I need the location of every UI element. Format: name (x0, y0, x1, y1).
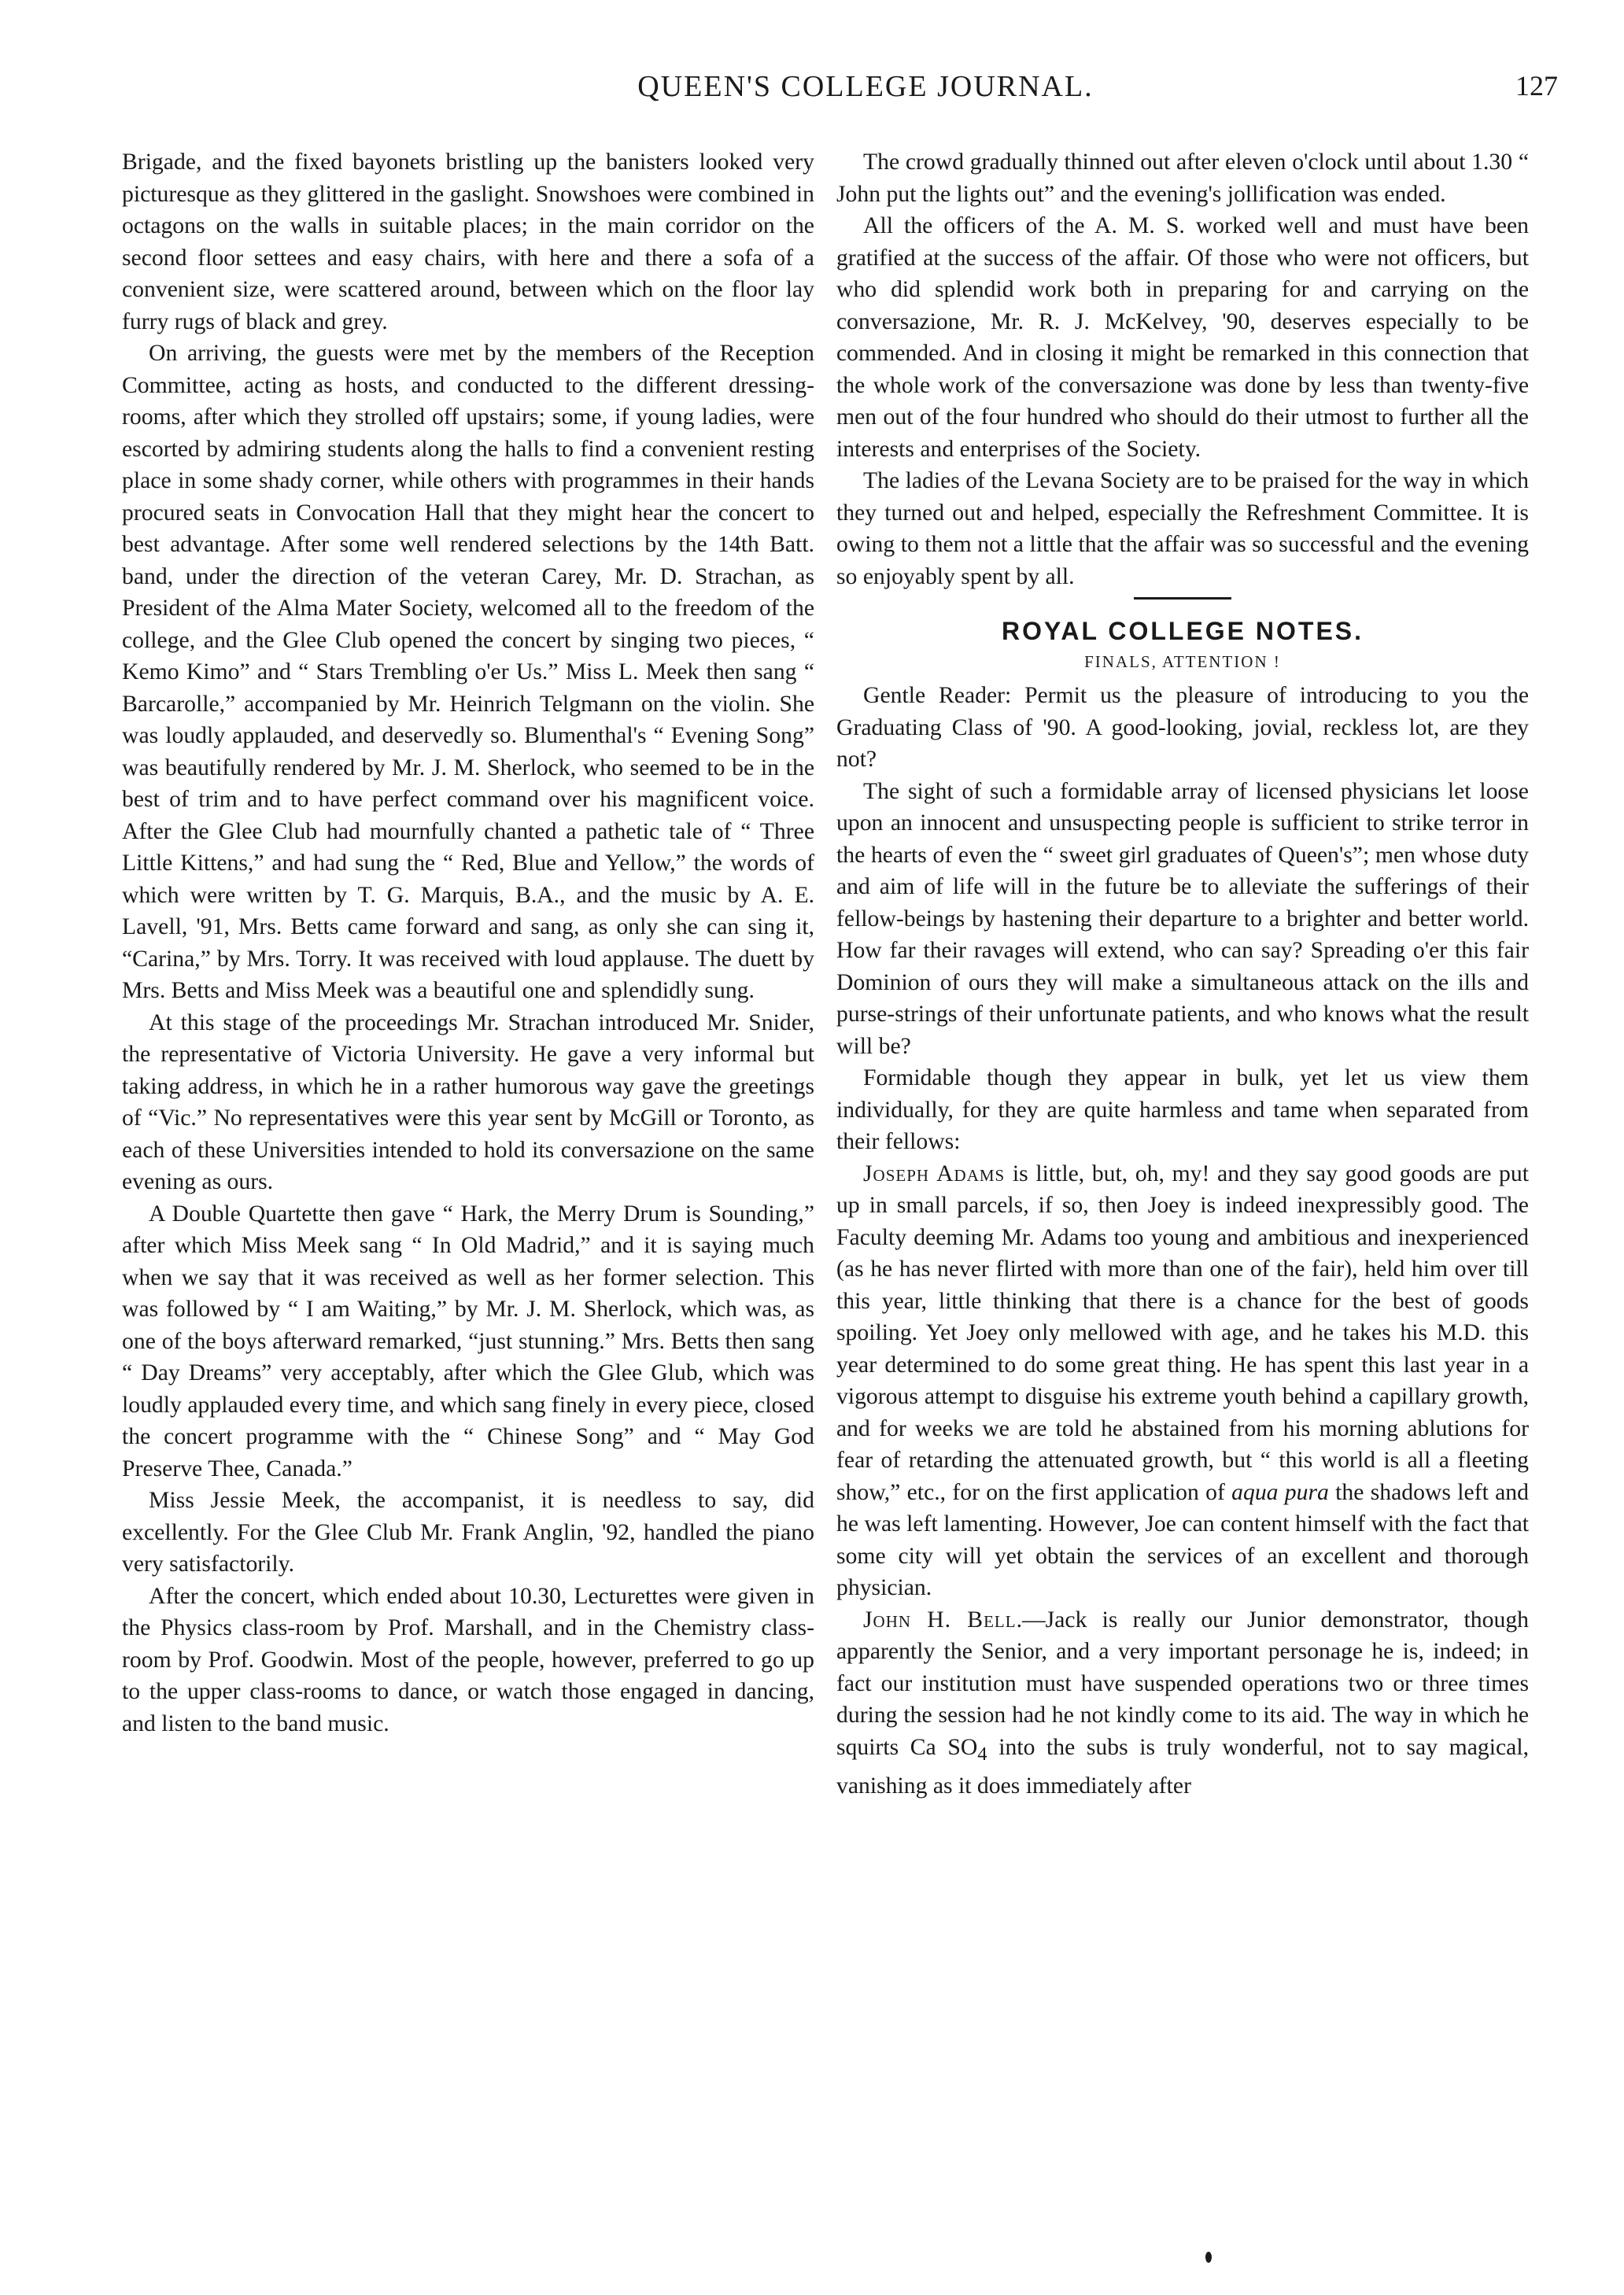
paragraph: A Double Quartette then gave “ Hark, the Merry Drum is Sounding,” after which Miss Meek sang “ In Old Madrid,” and it is saying much when we say that it was received as well as her former selection. This was followed by “ I am Waiting,” by Mr. J. M. Sherlock, which was, as one of the boys afterward remarked, “just stunning.” Mrs. Betts then sang “ Day Dreams” very acceptably, after which the Glee Glub, which was loudly applauded every time, and which sang finely in every piece, closed the concert programme with the “ Chinese Song” and “ May God Preserve Thee, Canada.” (122, 1201, 814, 1481)
running-title: QUEEN'S COLLEGE JOURNAL. (637, 70, 1094, 103)
paragraph-text: into the subs is truly wonderful, not to say magical, vanishing as it does immediately after (836, 1734, 1529, 1799)
paragraph-text: the shadows left and he was left lamenting. However, Joe can content himself with the fact that some city will yet obtain the services of an excellent and thorough physician. (836, 1479, 1529, 1600)
section-divider (1134, 597, 1231, 600)
right-column (836, 146, 1529, 1802)
paragraph-text: .—Jack is really our Junior demonstrator, though apparently the Senior, and a very important personage he is, indeed; in fact our institution must have suspended operations two or three times during the session had he not kindly come to its aid. The way in which he squirts Ca SO (836, 1607, 1530, 1760)
person-name: Joseph Adams (863, 1160, 1006, 1186)
paragraph: The sight of such a formidable array of licensed physicians let loose upon an innocent and unsuspecting people is sufficient to strike terror in the hearts of even the “ sweet girl graduates of Queen's”; men whose duty and aim of life will in the future be to alleviate the sufferings of their fellow-beings by hastening their departure to a brighter and better world. How far their ravages will extend, who can say? Spreading o'er this fair Dominion of ours they will make a simultaneous attack on the ills and purse-strings of their unfortunate patients, and who knows what the result will be? (836, 778, 1529, 1059)
paragraph-adams (836, 1158, 1529, 1604)
section-subtitle: FINALS, ATTENTION ! (1084, 652, 1281, 671)
page-header (94, 69, 1558, 116)
paragraph: Miss Jessie Meek, the accompanist, it is needless to say, did excellently. For the Glee Club Mr. Frank Anglin, '92, handled the piano very satisfactorily. (122, 1488, 814, 1577)
paragraph: After the concert, which ended about 10.30, Lecturettes were given in the Physics class-room by Prof. Marshall, and in the Chemistry class-room by Prof. Goodwin. Most of the people, however, preferred to go up to the upper class-rooms to dance, or watch those engaged in dancing, and listen to the band music. (122, 1583, 814, 1736)
subscript: 4 (977, 1743, 987, 1765)
paragraph: Formidable though they appear in bulk, yet let us view them individually, for they are quite harmless and tame when separated from their fellows: (836, 1065, 1529, 1154)
paragraph: At this stage of the proceedings Mr. Strachan introduced Mr. Snider, the representative of Victoria University. He gave a very informal but taking address, in which he in a rather humorous way gave the greetings of “Vic.” No representatives were this year sent by McGill or Toronto, as each of these Universities intended to hold its conversazione on the same evening as ours. (122, 1009, 814, 1194)
person-name: John H. Bell (863, 1607, 1017, 1633)
page-number: 127 (1515, 70, 1558, 101)
ink-speck (1205, 2252, 1212, 2263)
paragraph: The ladies of the Levana Society are to be praised for the way in which they turned out and helped, especially the Refreshment Committee. It is owing to them not a little that the affair was so successful and the evening so enjoyably spent by all. (836, 468, 1529, 589)
paragraph: The crowd gradually thinned out after eleven o'clock until about 1.30 “ John put the lights out” and the evening's jollification was ended. (836, 149, 1529, 207)
section-title: ROYAL COLLEGE NOTES. (1001, 617, 1364, 645)
paragraph: Brigade, and the fixed bayonets bristling up the banisters looked very picturesque as they glittered in the gaslight. Snowshoes were combined in octagons on the walls in suitable places; in the main corridor on the second floor settees and easy chairs, with here and there a sofa of a convenient size, were scattered around, between which on the floor lay furry rugs of black and grey. (122, 149, 814, 334)
paragraph: All the officers of the A. M. S. worked well and must have been gratified at the success of the affair. Of those who were not officers, but who did splendid work both in preparing for and carrying on the conversazione, Mr. R. J. McKelvey, '90, deserves especially to be commended. And in closing it might be remarked in this connection that the whole work of the conversazione was done by less than twenty-five men out of the four hundred who should do their utmost to further all the interests and enterprises of the Society. (836, 213, 1529, 462)
paragraph-text: is little, but, oh, my! and they say good goods are put up in small parcels, if so, then Joey is indeed inexpressibly good. The Faculty deeming Mr. Adams too young and ambitious and inexperienced (as he has never flirted with more than one of the fair), held him over till this year, little thinking that there is a chance for the best of goods spoiling. Yet Joey only mellowed with age, and he takes his M.D. this year determined to do some great thing. He has spent this last year in a vigorous attempt to disguise his extreme youth behind a capillary growth, and for weeks we are told he abstained from his morning ablutions for fear of retarding the attenuated growth, but “ this world is all a fleeting show,” etc., for on the first application of (836, 1160, 1529, 1505)
italic-term: aqua pura (1231, 1479, 1329, 1505)
left-column (122, 146, 814, 1740)
paragraph: On arriving, the guests were met by the members of the Reception Committee, acting as hosts, and conducted to the different dressing-rooms, after which they strolled off upstairs; some, if young ladies, were escorted by admiring students along the halls to find a convenient resting place in some shady corner, while others with programmes in their hands procured seats in Convocation Hall that they might hear the concert to best advantage. After some well rendered selections by the 14th Batt. band, under the direction of the veteran Carey, Mr. D. Strachan, as President of the Alma Mater Society, welcomed all to the freedom of the college, and the Glee Club opened the concert by singing two pieces, “ Kemo Kimo” and “ Stars Trembling o'er Us.” Miss L. Meek then sang “ Barcarolle,” accompanied by Mr. Heinrich Telgmann on the violin. She was loudly applauded, and deservedly so. Blumenthal's “ Evening Song” was beautifully rendered by Mr. J. M. Sherlock, who seemed to be in the best of trim and to have perfect command over his magnificent voice. After the Glee Club had mournfully chanted a pathetic tale of “ Three Little Kittens,” and had sung the “ Red, Blue and Yellow,” the words of which were written by T. G. Marquis, B.A., and the music by A. E. Lavell, '91, Mrs. Betts came forward and sang, as only she can sing it, “Carina,” by Mrs. Torry. It was received with loud applause. The duett by Mrs. Betts and Miss Meek was a beautiful one and splendidly sung. (122, 341, 814, 1003)
paragraph: Gentle Reader: Permit us the pleasure of introducing to you the Graduating Class of '90. A good-looking, jovial, reckless lot, are they not? (836, 683, 1529, 772)
paragraph-bell (836, 1604, 1529, 1802)
